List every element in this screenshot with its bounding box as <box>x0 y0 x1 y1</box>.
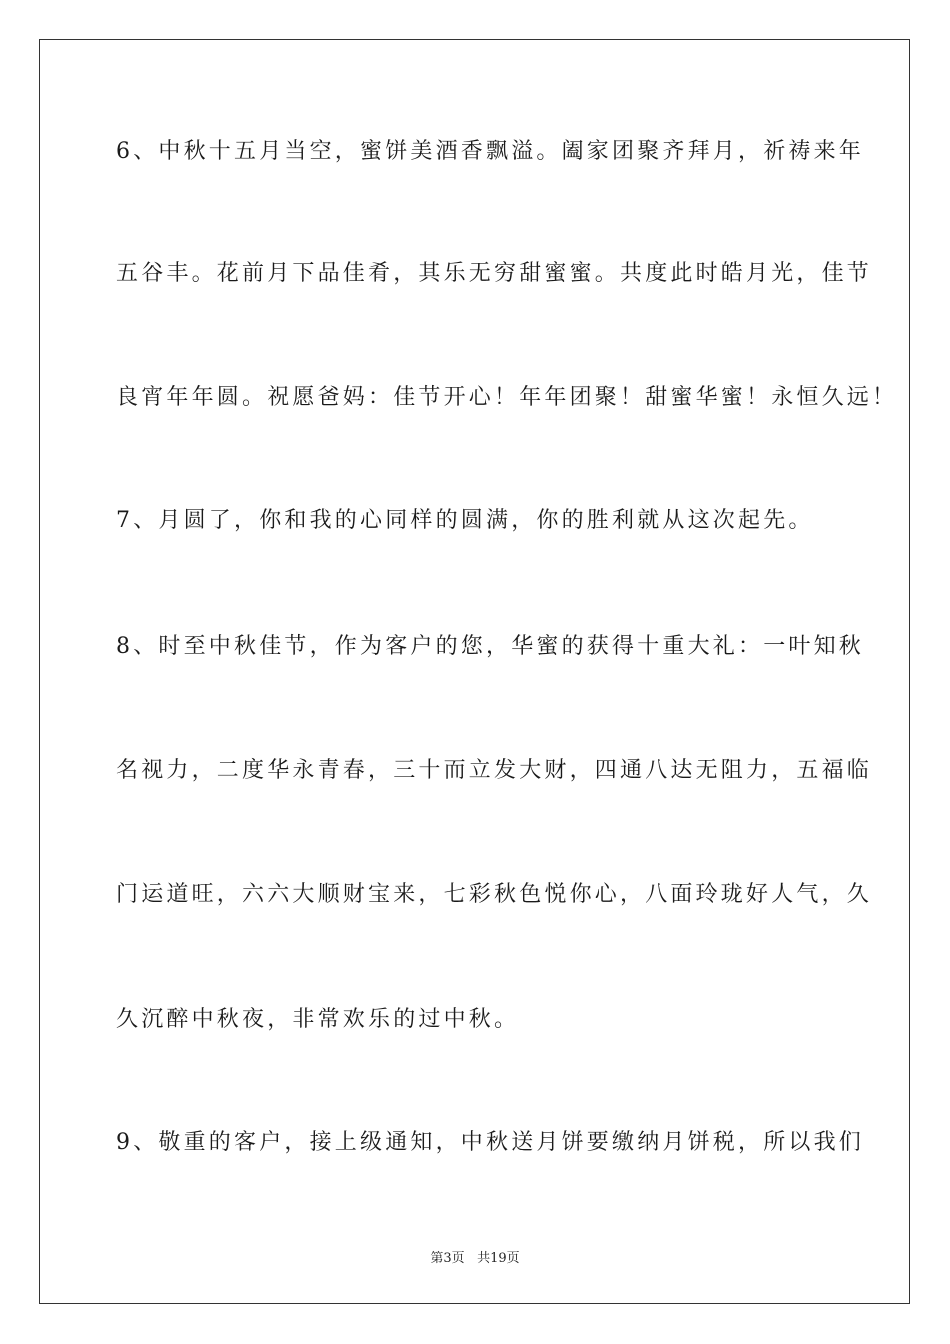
page-border <box>39 39 910 1304</box>
page-number: 第3页 <box>430 1251 465 1266</box>
text-line-1: 6、中秋十五月当空，蜜饼美酒香飘溢。阖家团聚齐拜月，祈祷来年 <box>116 139 864 164</box>
page-total: 共19页 <box>477 1251 520 1266</box>
text-line-6: 名视力，二度华永青春，三十而立发大财，四通八达无阻力，五福临 <box>116 758 873 783</box>
text-line-7: 门运道旺，六六大顺财宝来，七彩秋色悦你心，八面玲珑好人气，久 <box>116 882 873 907</box>
text-line-3: 良宵年年圆。祝愿爸妈：佳节开心！年年团聚！甜蜜华蜜！永恒久远！ <box>116 385 898 410</box>
page-footer <box>0 1247 950 1266</box>
text-line-9: 9、敬重的客户，接上级通知，中秋送月饼要缴纳月饼税，所以我们 <box>116 1130 864 1155</box>
text-line-8: 久沉醉中秋夜，非常欢乐的过中秋。 <box>116 1007 520 1032</box>
text-line-4: 7、月圆了，你和我的心同样的圆满，你的胜利就从这次起先。 <box>116 508 814 533</box>
text-line-2: 五谷丰。花前月下品佳肴，其乐无穷甜蜜蜜。共度此时皓月光，佳节 <box>116 261 873 286</box>
text-line-5: 8、时至中秋佳节，作为客户的您，华蜜的获得十重大礼：一叶知秋 <box>116 634 864 659</box>
